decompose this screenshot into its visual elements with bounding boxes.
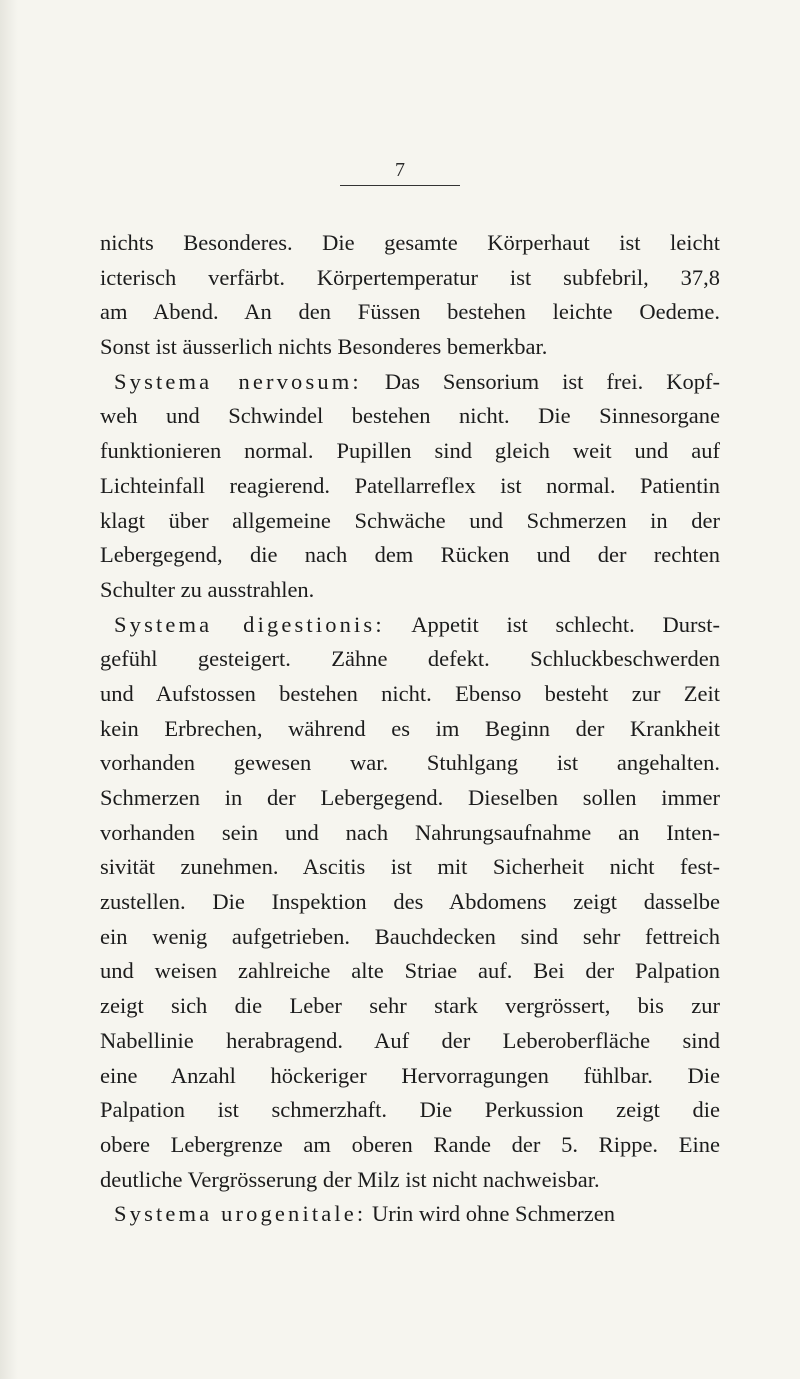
text-line-rest: Urin wird ohne Schmerzen (371, 1201, 616, 1227)
text-line-with-heading (100, 365, 720, 400)
text-line: vorhanden gewesen war. Stuhlgang ist angehalten. (100, 750, 720, 776)
text-line: kein Erbrechen, während es im Beginn der Krankheit (100, 715, 720, 741)
section-heading-nervosum: Systema nervosum: (114, 368, 362, 394)
text-line: zustellen. Die Inspektion des Abdomens zeigt dasselbe (100, 889, 720, 915)
text-line: weh und Schwindel bestehen nicht. Die Sinnesorgane (100, 403, 720, 429)
text-line: klagt über allgemeine Schwäche und Schmerzen in der (100, 507, 720, 533)
text-line-rest: Appetit ist schlecht. Durst- (411, 611, 721, 637)
text-line: Lichteinfall reagierend. Patellarreflex ist normal. Patientin (100, 472, 720, 498)
text-line: funktionieren normal. Pupillen sind gleich weit und auf (100, 438, 720, 464)
text-line-with-heading (100, 608, 720, 643)
text-line: Sonst ist äusserlich nichts Besonderes bemerkbar. (100, 334, 548, 360)
text-line: nichts Besonderes. Die gesamte Körperhaut ist leicht (100, 230, 720, 255)
text-line-rest: Das Sensorium ist frei. Kopf- (384, 368, 721, 394)
section-heading-urogenitale: Systema urogenitale: (114, 1201, 367, 1227)
text-line: icterisch verfärbt. Körpertemperatur ist subfebril, 37,8 (100, 264, 720, 290)
section-heading-digestionis: Systema digestionis: (114, 611, 385, 637)
header-rule (340, 185, 460, 186)
text-line: am Abend. An den Füssen bestehen leichte Oedeme. (100, 299, 720, 325)
text-line: ein wenig aufgetrieben. Bauchdecken sind sehr fettreich (100, 923, 720, 949)
text-line: vorhanden sein und nach Nahrungsaufnahme an Inten- (100, 819, 720, 845)
text-line: zeigt sich die Leber sehr stark vergrössert, bis zur (100, 993, 720, 1019)
text-line: gefühl gesteigert. Zähne defekt. Schluckbeschwerden (100, 646, 720, 672)
page-number: 7 (395, 159, 405, 181)
body-text (100, 226, 720, 1232)
text-line: Lebergegend, die nach dem Rücken und der rechten (100, 542, 720, 568)
text-line: deutliche Vergrösserung der Milz ist nicht nachweisbar. (100, 1166, 600, 1192)
text-line: Schulter zu ausstrahlen. (100, 576, 315, 602)
text-line: Schmerzen in der Lebergegend. Dieselben sollen immer (100, 785, 720, 810)
text-line: und weisen zahlreiche alte Striae auf. Bei der Palpation (100, 958, 720, 984)
text-line: obere Lebergrenze am oberen Rande der 5. Rippe. Eine (100, 1131, 720, 1157)
text-line: Palpation ist schmerzhaft. Die Perkussion zeigt die (100, 1097, 720, 1123)
text-line-with-heading (100, 1197, 720, 1232)
page-gutter-shadow (0, 0, 18, 1379)
text-line: Nabellinie herabragend. Auf der Leberoberfläche sind (100, 1027, 720, 1053)
text-line: eine Anzahl höckeriger Hervorragungen fühlbar. Die (100, 1062, 720, 1088)
text-line: und Aufstossen bestehen nicht. Ebenso besteht zur Zeit (100, 680, 720, 706)
text-line: sivität zunehmen. Ascitis ist mit Sicherheit nicht fest- (100, 854, 720, 880)
